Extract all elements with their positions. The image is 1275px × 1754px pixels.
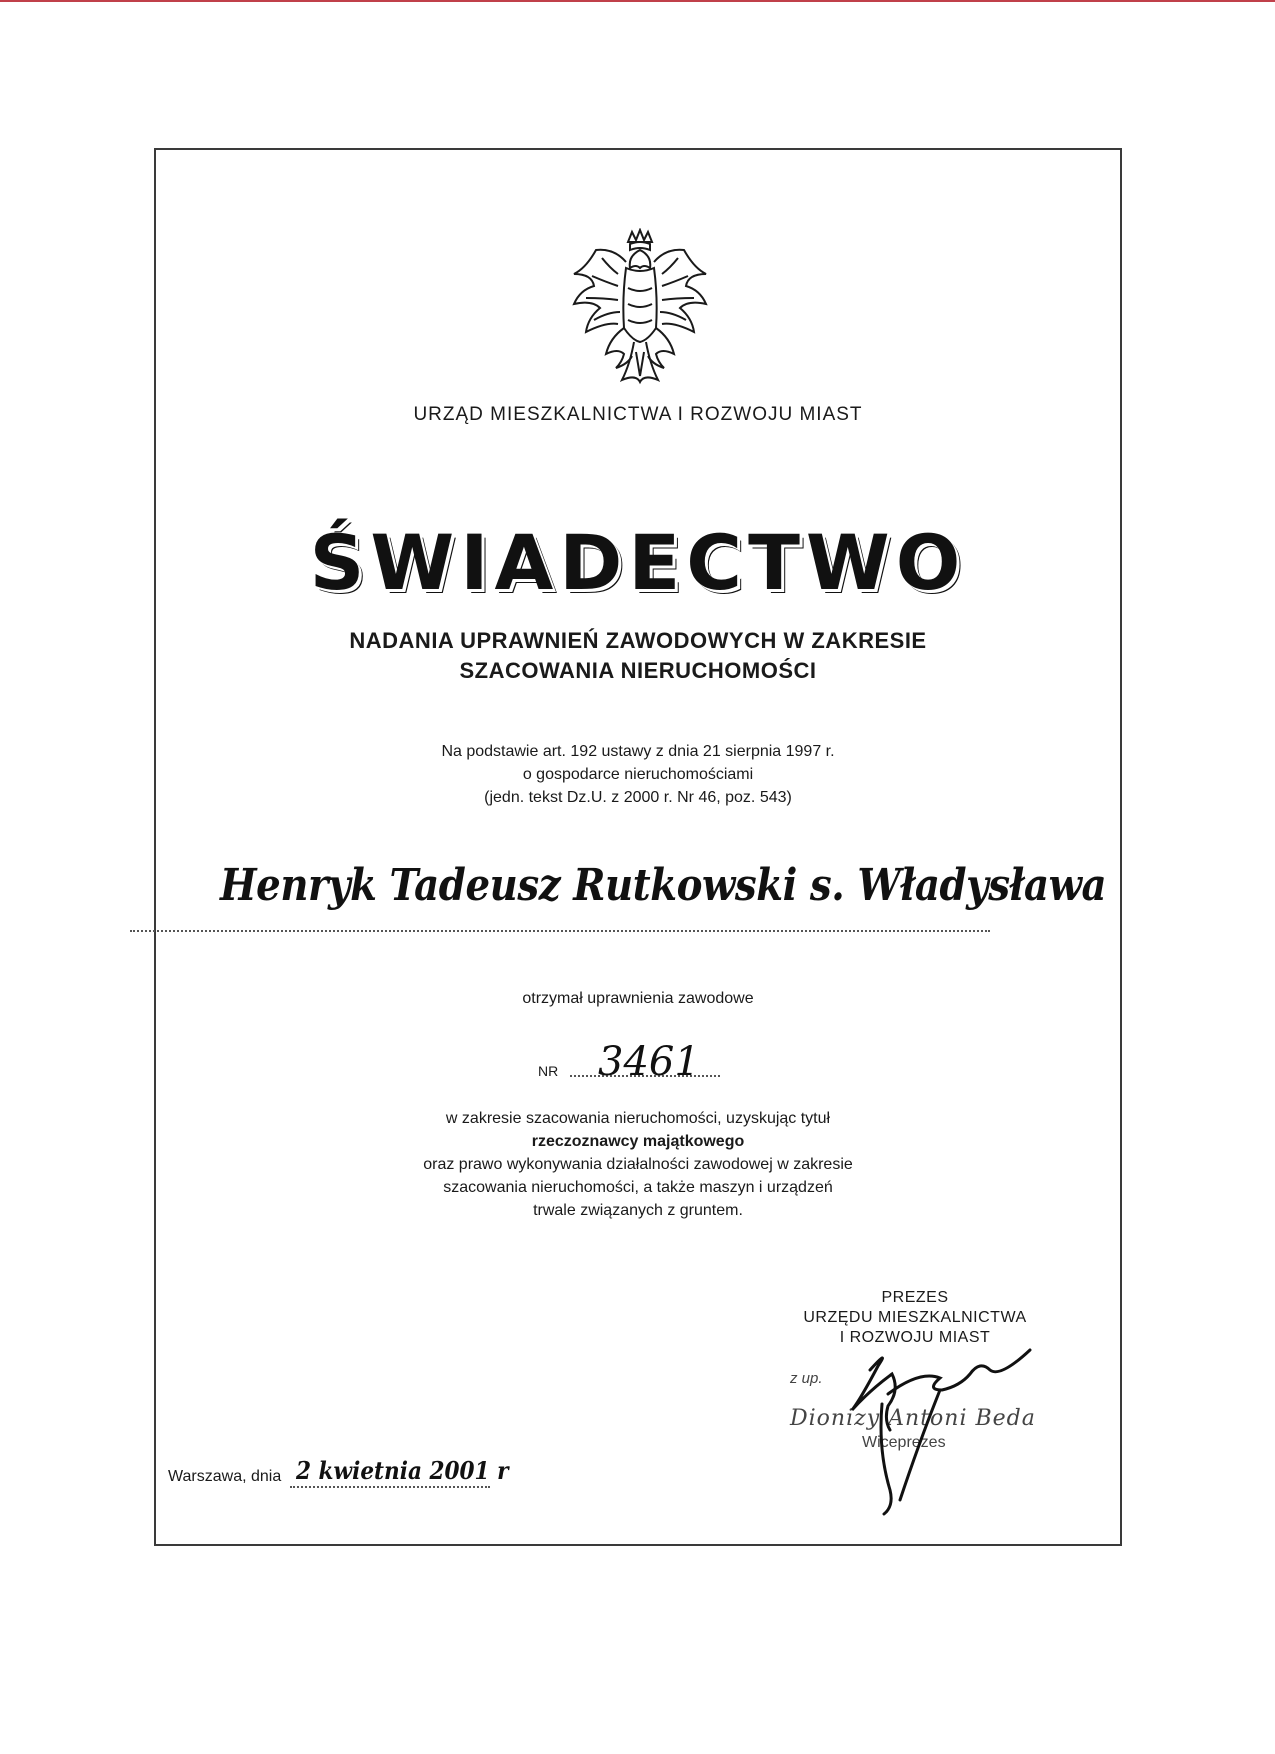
signer-name-stamp: Dionizy Antoni Beda [790,1406,1036,1431]
place-label: Warszawa, dnia [168,1468,282,1485]
recipient-name-field [220,860,1107,911]
legal-basis [154,740,1122,809]
office-name: URZĄD MIESZKALNICTWA I ROZWOJU MIAST [413,404,863,425]
certificate-title: ŚWIADECTWO [309,518,967,607]
legal-line-3: (jedn. tekst Dz.U. z 2000 r. Nr 46, poz. 543) [484,789,792,806]
zup-label: z up. [790,1370,823,1387]
scope-paragraph [154,1107,1122,1222]
legal-line-2: o gospodarce nieruchomościami [522,766,754,783]
date-dotted-line [290,1486,490,1488]
license-number: 3461 [598,1039,700,1085]
recipient-name: Henryk Tadeusz Rutkowski s. Władysława [220,860,1107,911]
legal-line-1: Na podstawie art. 192 ustawy z dnia 21 sierpnia 1997 r. [441,743,835,760]
certificate-subtitle [154,626,1122,686]
issue-date: 2 kwietnia 2001 r [296,1456,509,1485]
received-text: otrzymał uprawnienia zawodowe [522,990,754,1007]
signer-role: Wiceprezes [862,1434,946,1451]
name-dotted-line [130,930,990,932]
issuer-line-3: I ROZWOJU MIAST [839,1329,991,1346]
scope-line-1: w zakresie szacowania nieruchomości, uzyskując tytuł [445,1110,831,1127]
handwritten-signature [830,1330,1060,1520]
top-edge-line [0,0,1275,2]
issuer-line-2: URZĘDU MIESZKALNICTWA [803,1309,1027,1326]
scope-line-3: oraz prawo wykonywania działalności zawodowej w zakresie [423,1156,853,1173]
scope-line-4: szacowania nieruchomości, a także maszyn i urządzeń [443,1179,833,1196]
polish-eagle-emblem-icon [566,228,714,388]
scope-line-5: trwale związanych z gruntem. [533,1202,743,1219]
professional-title: rzeczoznawcy majątkowego [531,1133,745,1150]
subtitle-line-1: NADANIA UPRAWNIEŃ ZAWODOWYCH W ZAKRESIE [349,628,927,653]
issuer-line-1: PREZES [881,1289,949,1306]
license-number-label: NR [538,1063,559,1079]
subtitle-line-2: SZACOWANIA NIERUCHOMOŚCI [459,658,817,683]
